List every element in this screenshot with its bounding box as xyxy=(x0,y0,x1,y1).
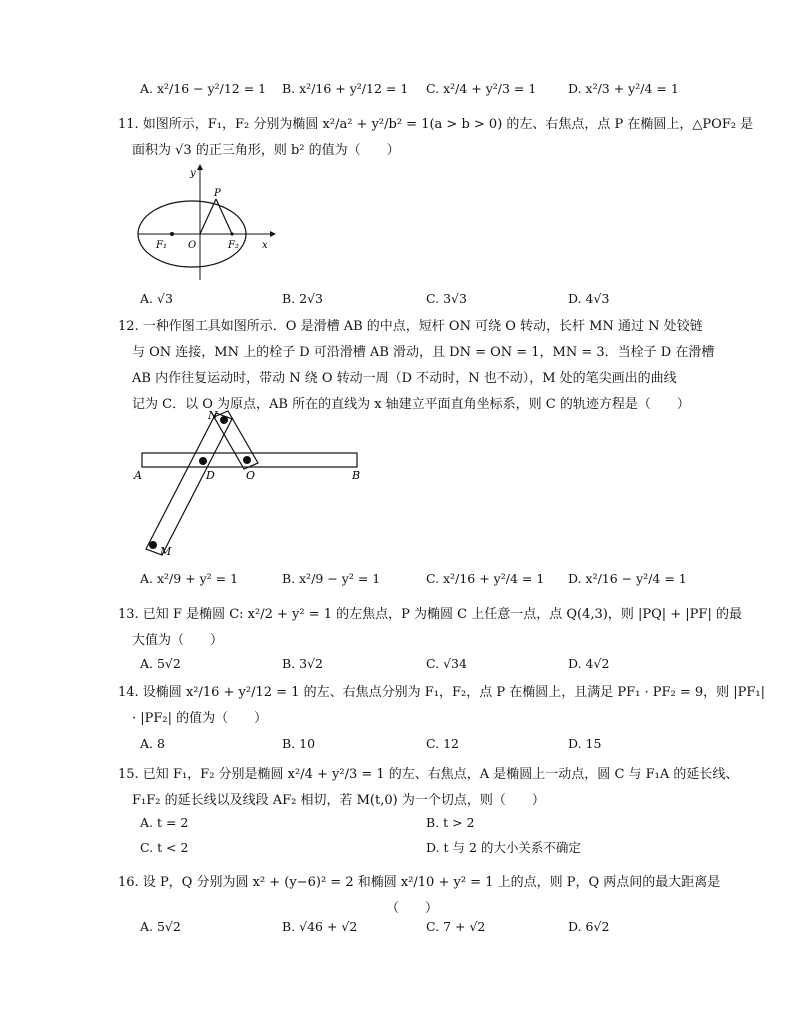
x-axis-label: x xyxy=(262,240,268,251)
q14-text-line1: 14. 设椭圆 x²/16 + y²/12 = 1 的左、右焦点分别为 F₁，F₂，点 P 在椭圆上，且满足 PF₁ · PF₂ = 9，则 |PF₁| xyxy=(118,685,765,700)
q15-option-c[interactable]: C. t < 2 xyxy=(140,840,189,855)
q12-text-line3: AB 内作往复运动时，带动 N 绕 O 转动一周（D 不动时，N 也不动），M 处的笔尖画出的曲线 xyxy=(132,371,677,386)
q14-options xyxy=(140,733,740,755)
q12-option-c[interactable]: C. x²/16 + y²/4 = 1 xyxy=(426,571,545,586)
q11-text-line2: 面积为 √3 的正三角形，则 b² 的值为（ ） xyxy=(132,143,400,158)
q12-text-line1: 12. 一种作图工具如图所示．O 是滑槽 AB 的中点，短杆 ON 可绕 O 转动，长杆 MN 通过 N 处铰链 xyxy=(118,319,703,334)
label-d: D xyxy=(206,469,215,482)
q15-option-a[interactable]: A. t = 2 xyxy=(140,815,189,830)
label-o: O xyxy=(246,469,256,482)
q16-text-line1: 16. 设 P，Q 分别为圆 x² + (y−6)² = 2 和椭圆 x²/10 + y² = 1 上的点，则 P，Q 两点间的最大距离是 xyxy=(118,875,721,890)
q12-option-d[interactable]: D. x²/16 − y²/4 = 1 xyxy=(568,571,687,586)
q11-option-a[interactable]: A. √3 xyxy=(140,291,173,306)
q11-options xyxy=(140,288,740,310)
q14-option-b[interactable]: B. 10 xyxy=(282,736,316,751)
long-rod-mn xyxy=(146,413,232,555)
pivot-o-point xyxy=(243,456,251,464)
q14-option-d[interactable]: D. 15 xyxy=(568,736,602,751)
q12-options xyxy=(140,568,740,590)
question-11 xyxy=(118,112,754,164)
focus-f1-point xyxy=(170,232,174,236)
q11-option-b[interactable]: B. 2√3 xyxy=(282,291,324,306)
pen-m-point xyxy=(149,541,157,549)
origin-label: O xyxy=(188,240,197,251)
y-axis-arrow-icon xyxy=(197,164,203,170)
question-16 xyxy=(118,870,721,922)
question-14 xyxy=(118,680,765,732)
label-m: M xyxy=(160,545,172,558)
q11-ellipse-figure xyxy=(130,162,280,287)
q15-option-b[interactable]: B. t > 2 xyxy=(426,815,475,830)
q15-option-d[interactable]: D. t 与 2 的大小关系不确定 xyxy=(426,840,581,855)
q11-option-c[interactable]: C. 3√3 xyxy=(426,291,467,306)
x-axis-arrow-icon xyxy=(270,231,276,237)
segment-op xyxy=(200,199,216,234)
q13-option-c[interactable]: C. √34 xyxy=(426,656,467,671)
q12-option-b[interactable]: B. x²/9 − y² = 1 xyxy=(282,571,381,586)
y-axis-label: y xyxy=(190,168,196,179)
label-n: N xyxy=(208,409,218,422)
point-p-label: P xyxy=(214,188,221,199)
segment-pf2 xyxy=(216,199,232,234)
f1-label: F₁ xyxy=(156,240,167,251)
q12-linkage-figure xyxy=(130,405,370,560)
label-a: A xyxy=(134,469,142,482)
q10-options xyxy=(140,78,740,100)
q15-options-row1 xyxy=(140,812,740,834)
q12-text-line4: 记为 C．以 O 为原点，AB 所在的直线为 x 轴建立平面直角坐标系，则 C 的轨迹方程是（ ） xyxy=(132,397,690,412)
q16-option-c[interactable]: C. 7 + √2 xyxy=(426,919,486,934)
q10-option-a[interactable]: A. x²/16 − y²/12 = 1 xyxy=(140,81,267,96)
q10-option-d[interactable]: D. x²/3 + y²/4 = 1 xyxy=(568,81,679,96)
q12-text-line2: 与 ON 连接，MN 上的栓子 D 可沿滑槽 AB 滑动，且 DN = ON = 1，MN = 3．当栓子 D 在滑槽 xyxy=(132,345,715,360)
q13-option-b[interactable]: B. 3√2 xyxy=(282,656,324,671)
q15-text-line1: 15. 已知 F₁，F₂ 分别是椭圆 x²/4 + y²/3 = 1 的左、右焦点，A 是椭圆上一动点，圆 C 与 F₁A 的延长线、 xyxy=(118,767,739,782)
q12-option-a[interactable]: A. x²/9 + y² = 1 xyxy=(140,571,239,586)
q13-option-a[interactable]: A. 5√2 xyxy=(140,656,181,671)
q13-options xyxy=(140,653,740,675)
q15-options-row2 xyxy=(140,837,740,859)
q15-text-line2: F₁F₂ 的延长线以及线段 AF₂ 相切，若 M(t,0) 为一个切点，则（ ） xyxy=(132,793,545,808)
q16-text-line2: （ ） xyxy=(386,901,439,916)
question-12 xyxy=(118,314,715,418)
question-15 xyxy=(118,762,739,814)
q14-option-a[interactable]: A. 8 xyxy=(140,736,165,751)
q13-text-line1: 13. 已知 F 是椭圆 C: x²/2 + y² = 1 的左焦点，P 为椭圆 C 上任意一点，点 Q(4,3)，则 |PQ| + |PF| 的最 xyxy=(118,607,742,622)
q13-text-line2: 大值为（ ） xyxy=(132,633,224,648)
f2-label: F₂ xyxy=(228,240,239,251)
q11-option-d[interactable]: D. 4√3 xyxy=(568,291,610,306)
q16-option-a[interactable]: A. 5√2 xyxy=(140,919,181,934)
q13-option-d[interactable]: D. 4√2 xyxy=(568,656,610,671)
q11-text-line1: 11. 如图所示，F₁，F₂ 分别为椭圆 x²/a² + y²/b² = 1(a > b > 0) 的左、右焦点，点 P 在椭圆上，△POF₂ 是 xyxy=(118,117,754,132)
focus-f2-point xyxy=(230,232,233,235)
q14-option-c[interactable]: C. 12 xyxy=(426,736,459,751)
q16-option-d[interactable]: D. 6√2 xyxy=(568,919,610,934)
q16-options xyxy=(140,916,740,938)
label-b: B xyxy=(352,469,361,482)
q10-option-b[interactable]: B. x²/16 + y²/12 = 1 xyxy=(282,81,409,96)
q10-option-c[interactable]: C. x²/4 + y²/3 = 1 xyxy=(426,81,537,96)
q14-text-line2: · |PF₂| 的值为（ ） xyxy=(132,711,268,726)
q16-option-b[interactable]: B. √46 + √2 xyxy=(282,919,358,934)
peg-d-point xyxy=(199,457,207,465)
question-13 xyxy=(118,602,742,654)
hinge-n-point xyxy=(220,416,228,424)
